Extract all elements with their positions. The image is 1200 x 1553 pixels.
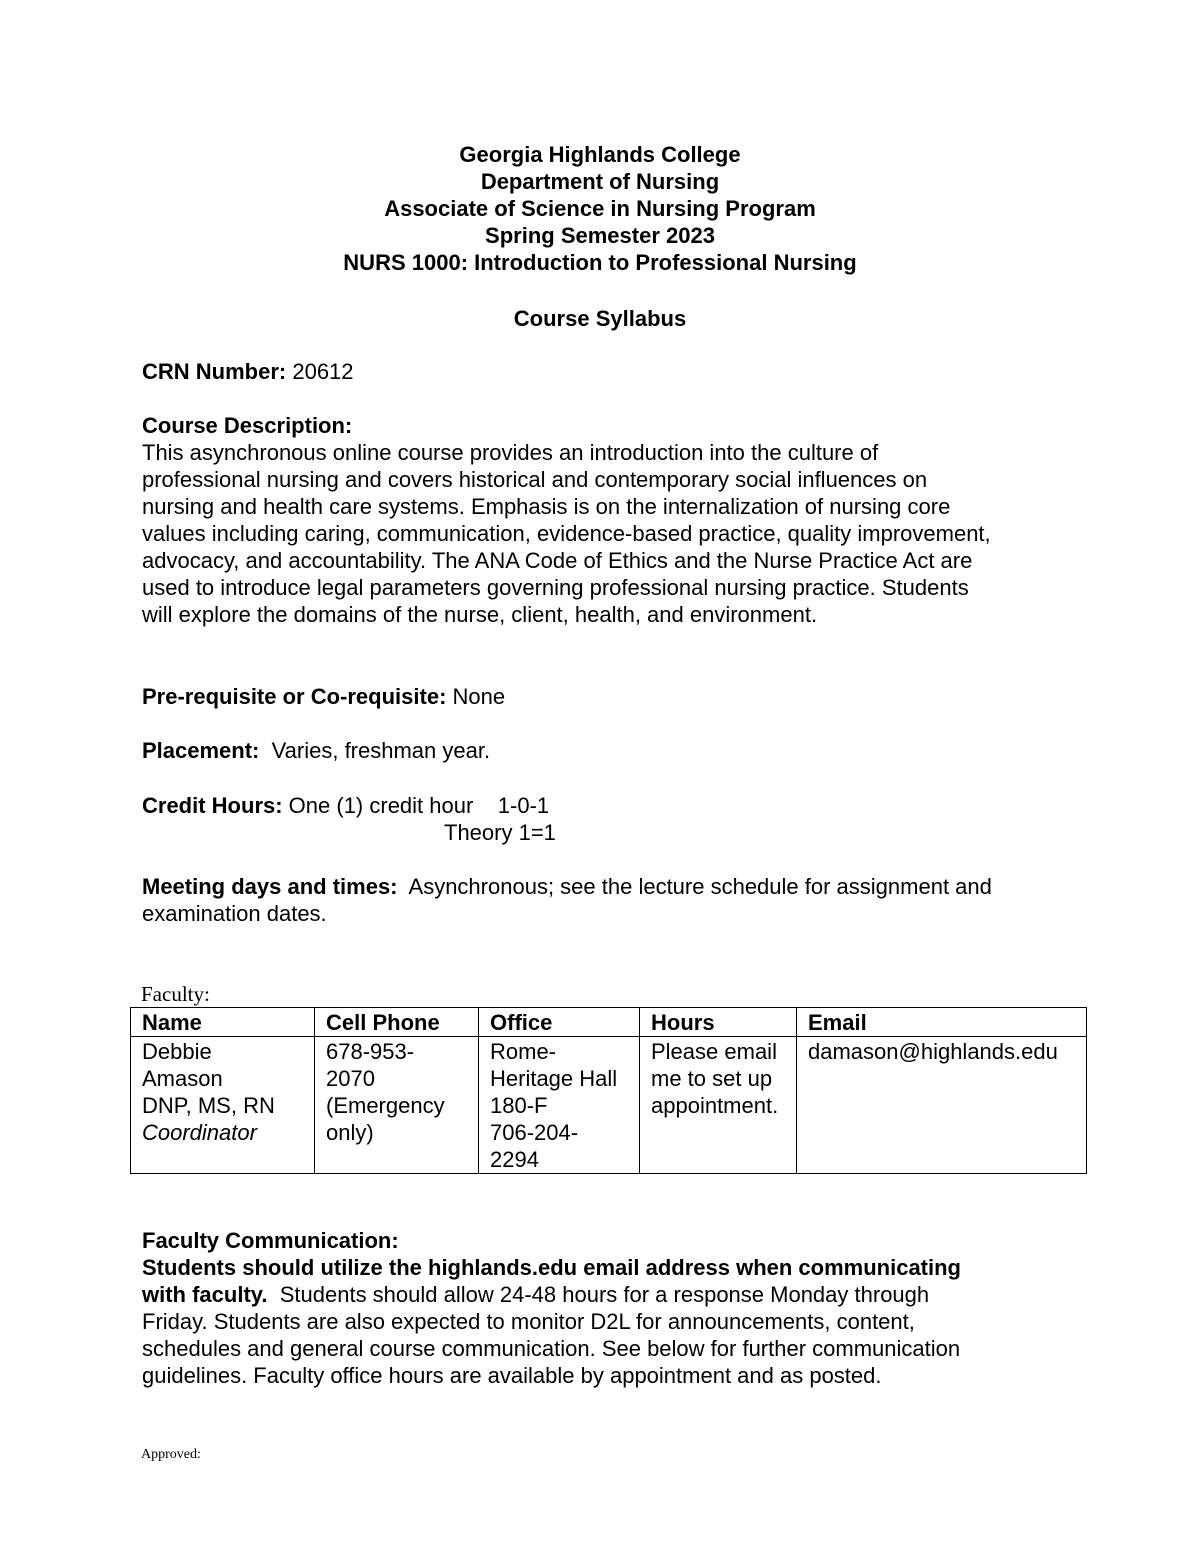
prerequisite-section bbox=[142, 683, 1062, 710]
faculty-name-cell bbox=[131, 1037, 315, 1174]
faculty-hours-cell bbox=[640, 1037, 797, 1174]
office-line: Rome- bbox=[490, 1039, 557, 1064]
semester: Spring Semester 2023 bbox=[485, 223, 715, 248]
placement-value: Varies, freshman year. bbox=[259, 738, 491, 763]
phone-line: 2070 bbox=[326, 1066, 375, 1091]
office-line: 180-F bbox=[490, 1093, 548, 1118]
column-header-office: Office bbox=[479, 1008, 640, 1037]
meeting-value-continued: examination dates. bbox=[142, 901, 327, 926]
description-line: values including caring, communication, evidence-based practice, quality improvement, bbox=[142, 521, 991, 546]
description-section bbox=[142, 412, 1062, 628]
faculty-first-name: Debbie bbox=[142, 1039, 212, 1064]
crn-label: CRN Number: bbox=[142, 359, 287, 384]
column-header-hours: Hours bbox=[640, 1008, 797, 1037]
course-title: NURS 1000: Introduction to Professional Nursing bbox=[343, 250, 857, 275]
description-label: Course Description: bbox=[142, 413, 353, 438]
faculty-label: Faculty: bbox=[141, 982, 210, 1006]
crn-section bbox=[142, 358, 1062, 385]
table-row bbox=[131, 1037, 1087, 1174]
column-header-name: Name bbox=[131, 1008, 315, 1037]
description-line: will explore the domains of the nurse, client, health, and environment. bbox=[142, 602, 818, 627]
description-line: professional nursing and covers historical and contemporary social influences on bbox=[142, 467, 928, 492]
communication-line: Friday. Students are also expected to monitor D2L for announcements, content, bbox=[142, 1309, 915, 1334]
crn-value: 20612 bbox=[286, 359, 354, 384]
faculty-credentials: DNP, MS, RN bbox=[142, 1093, 275, 1118]
phone-line: only) bbox=[326, 1120, 374, 1145]
faculty-email: damason@highlands.edu bbox=[808, 1039, 1058, 1064]
syllabus-title: Course Syllabus bbox=[513, 306, 687, 331]
prerequisite-value: None bbox=[446, 684, 506, 709]
communication-line: schedules and general course communication. See below for further communication bbox=[142, 1336, 961, 1361]
phone-line: (Emergency bbox=[326, 1093, 445, 1118]
placement-label: Placement: bbox=[142, 738, 260, 763]
faculty-table bbox=[130, 1007, 1087, 1174]
program-name: Associate of Science in Nursing Program bbox=[384, 196, 816, 221]
prerequisite-label: Pre-requisite or Co-requisite: bbox=[142, 684, 447, 709]
placement-section bbox=[142, 737, 1062, 764]
hours-line: appointment. bbox=[651, 1093, 779, 1118]
communication-label: Faculty Communication: bbox=[142, 1228, 399, 1253]
faculty-role: Coordinator bbox=[142, 1120, 257, 1145]
meeting-label: Meeting days and times: bbox=[142, 874, 398, 899]
document-header bbox=[0, 141, 1200, 276]
description-line: used to introduce legal parameters governing professional nursing practice. Students bbox=[142, 575, 969, 600]
office-line: Heritage Hall bbox=[490, 1066, 618, 1091]
description-line: advocacy, and accountability. The ANA Code of Ethics and the Nurse Practice Act are bbox=[142, 548, 973, 573]
credit-hours-section bbox=[142, 792, 1062, 819]
communication-section bbox=[142, 1227, 1062, 1389]
phone-line: 678-953- bbox=[326, 1039, 415, 1064]
college-name: Georgia Highlands College bbox=[459, 142, 741, 167]
description-line: nursing and health care systems. Emphasis is on the internalization of nursing core bbox=[142, 494, 951, 519]
table-header-row bbox=[131, 1008, 1087, 1037]
faculty-email-cell bbox=[797, 1037, 1087, 1174]
faculty-last-name: Amason bbox=[142, 1066, 223, 1091]
credit-hours-value: One (1) credit hour 1-0-1 bbox=[282, 793, 550, 818]
communication-text: Students should allow 24-48 hours for a response Monday through bbox=[267, 1282, 930, 1307]
communication-line: guidelines. Faculty office hours are available by appointment and as posted. bbox=[142, 1363, 882, 1388]
credit-hours-label: Credit Hours: bbox=[142, 793, 283, 818]
faculty-phone-cell bbox=[315, 1037, 479, 1174]
approved-label: Approved: bbox=[141, 1447, 201, 1462]
office-line: 2294 bbox=[490, 1147, 539, 1172]
description-line: This asynchronous online course provides an introduction into the culture of bbox=[142, 440, 879, 465]
faculty-office-cell bbox=[479, 1037, 640, 1174]
meeting-section bbox=[142, 873, 1062, 927]
hours-line: Please email bbox=[651, 1039, 777, 1064]
meeting-value: Asynchronous; see the lecture schedule for assignment and bbox=[397, 874, 992, 899]
communication-emphasis: Students should utilize the highlands.edu email address when communicating bbox=[142, 1255, 961, 1280]
column-header-phone: Cell Phone bbox=[315, 1008, 479, 1037]
hours-line: me to set up bbox=[651, 1066, 773, 1091]
office-line: 706-204- bbox=[490, 1120, 579, 1145]
communication-emphasis-end: with faculty. bbox=[142, 1282, 268, 1307]
column-header-email: Email bbox=[797, 1008, 1087, 1037]
department-name: Department of Nursing bbox=[480, 169, 720, 194]
credit-hours-theory: Theory 1=1 bbox=[444, 820, 556, 845]
